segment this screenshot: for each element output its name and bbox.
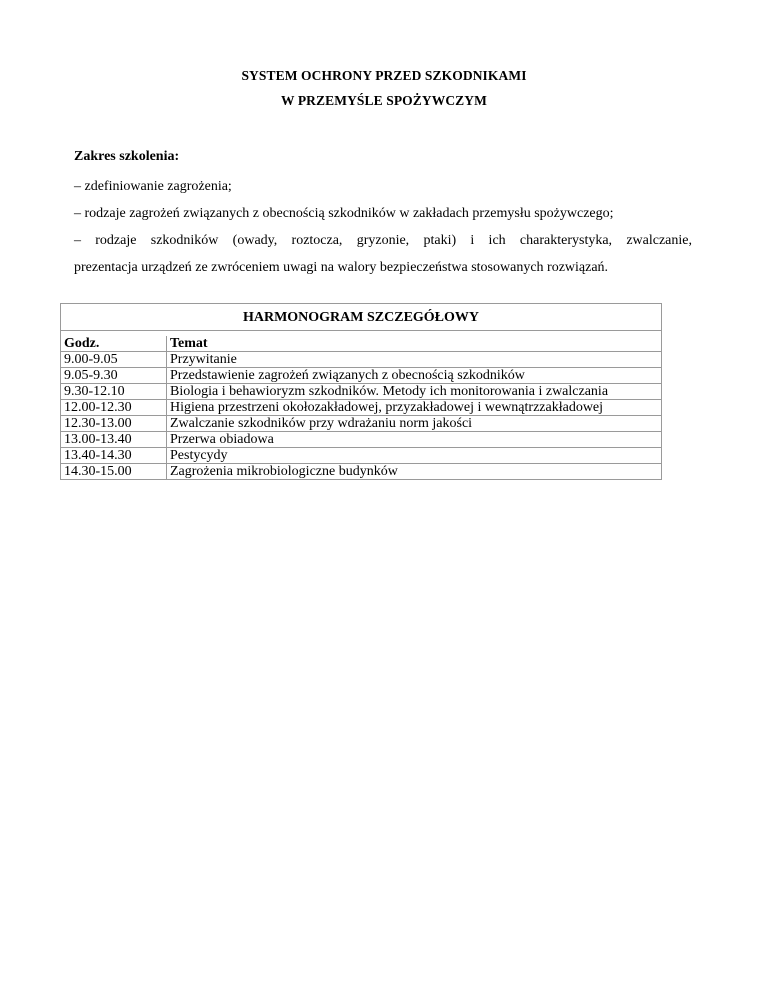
column-header-topic: Temat xyxy=(167,336,662,352)
row-time: 14.30-15.00 xyxy=(61,464,167,480)
row-time: 9.30-12.10 xyxy=(61,384,167,400)
table-row xyxy=(61,464,662,480)
row-topic: Przedstawienie zagrożeń związanych z obecnością szkodników xyxy=(167,368,662,384)
column-header-time: Godz. xyxy=(61,336,167,352)
document-title-line-2: W PRZEMYŚLE SPOŻYWCZYM xyxy=(281,93,487,108)
table-row xyxy=(61,368,662,384)
scope-heading: Zakres szkolenia: xyxy=(74,149,180,164)
row-time: 13.00-13.40 xyxy=(61,432,167,448)
row-time: 9.00-9.05 xyxy=(61,352,167,368)
table-row xyxy=(61,448,662,464)
schedule-heading: HARMONOGRAM SZCZEGÓŁOWY xyxy=(61,304,662,331)
schedule-heading-row xyxy=(61,304,662,331)
row-topic: Przerwa obiadowa xyxy=(167,432,662,448)
scope-item-2: – rodzaje zagrożeń związanych z obecnością szkodników w zakładach przemysłu spożywczego; xyxy=(74,206,614,221)
table-row xyxy=(61,416,662,432)
table-row xyxy=(61,384,662,400)
document-title-line-1: SYSTEM OCHRONY PRZED SZKODNIKAMI xyxy=(241,68,527,83)
table-row xyxy=(61,352,662,368)
row-topic: Higiena przestrzeni okołozakładowej, przyzakładowej i wewnątrzzakładowej xyxy=(167,400,662,416)
row-topic: Zwalczanie szkodników przy wdrażaniu norm jakości xyxy=(167,416,662,432)
row-time: 9.05-9.30 xyxy=(61,368,167,384)
schedule-column-headers xyxy=(61,336,662,352)
row-topic: Przywitanie xyxy=(167,352,662,368)
scope-item-1: – zdefiniowanie zagrożenia; xyxy=(74,179,232,194)
table-row xyxy=(61,432,662,448)
table-row xyxy=(61,400,662,416)
row-topic: Biologia i behawioryzm szkodników. Metody ich monitorowania i zwalczania xyxy=(167,384,662,400)
row-topic: Pestycydy xyxy=(167,448,662,464)
row-topic: Zagrożenia mikrobiologiczne budynków xyxy=(167,464,662,480)
row-time: 13.40-14.30 xyxy=(61,448,167,464)
row-time: 12.00-12.30 xyxy=(61,400,167,416)
row-time: 12.30-13.00 xyxy=(61,416,167,432)
scope-item-3-line-2: prezentacja urządzeń ze zwróceniem uwagi na walory bezpieczeństwa stosowanych rozwiązań. xyxy=(74,260,609,275)
schedule-table xyxy=(60,303,662,480)
scope-item-3-line-1: – rodzaje szkodników (owady, roztocza, gryzonie, ptaki) i ich charakterystyka, zwalczanie, xyxy=(74,233,692,248)
